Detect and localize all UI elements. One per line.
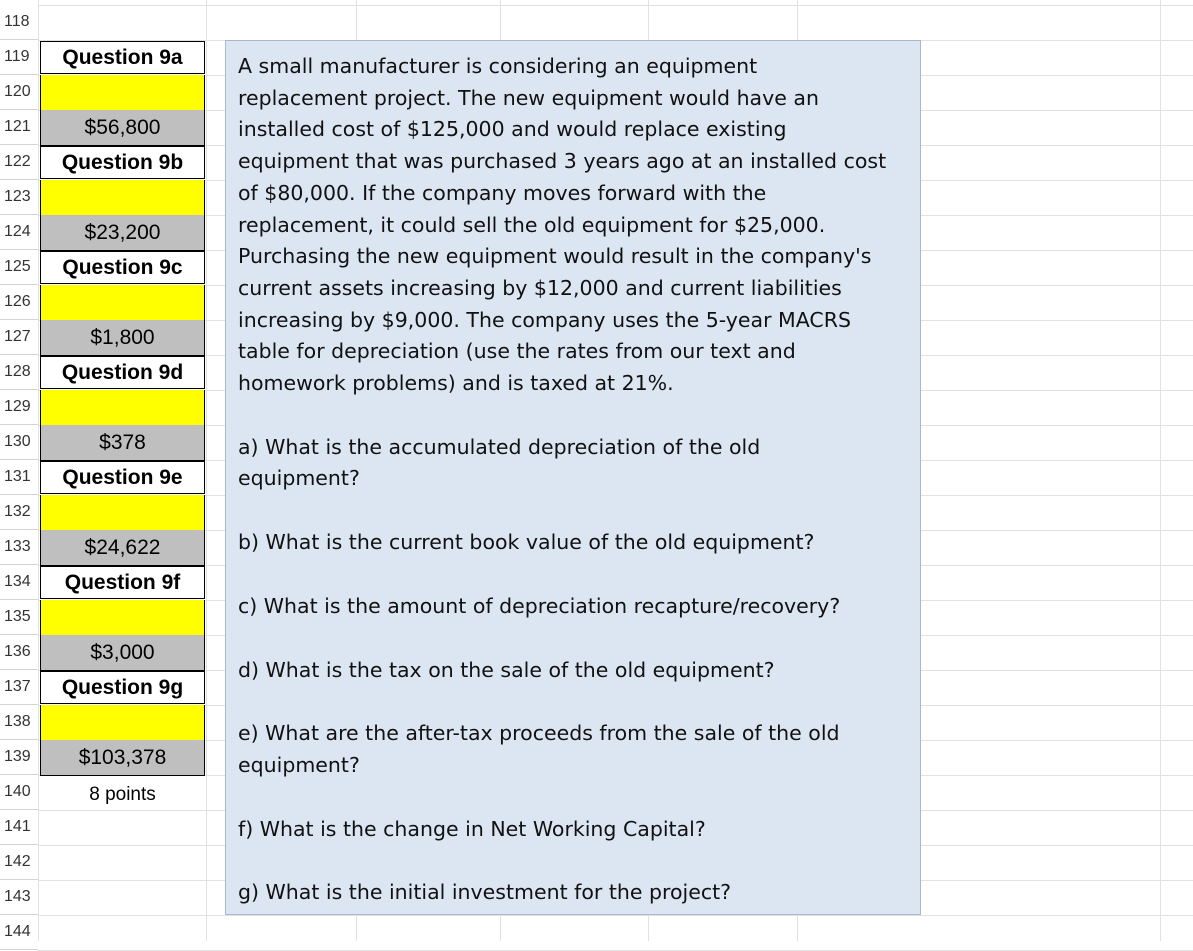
row-header[interactable]: 132 (0, 495, 38, 530)
question-label-cell[interactable]: Question 9d (40, 356, 205, 389)
answer-input-cell[interactable] (40, 180, 205, 215)
question-label-cell[interactable]: Question 9g (40, 671, 205, 704)
answer-value-cell[interactable]: $3,000 (40, 635, 205, 671)
problem-text-box[interactable] (225, 40, 921, 915)
row-header[interactable]: 133 (0, 530, 38, 565)
answer-value-cell[interactable]: $378 (40, 425, 205, 461)
row-header[interactable]: 119 (0, 40, 38, 75)
row-line (38, 5, 1193, 6)
answer-input-cell[interactable] (40, 600, 205, 635)
row-header[interactable]: 126 (0, 285, 38, 320)
row-header[interactable]: 121 (0, 110, 38, 145)
row-header[interactable]: 118 (0, 5, 38, 40)
question-g-text: g) What is the initial investment for the project? (238, 880, 732, 905)
answer-value-cell[interactable]: $1,800 (40, 320, 205, 356)
row-line (38, 915, 1193, 916)
question-e-text: e) What are the after-tax proceeds from the sale of the old equipment? (238, 721, 840, 777)
row-header[interactable]: 136 (0, 635, 38, 670)
row-header[interactable]: 123 (0, 180, 38, 215)
answer-value-cell[interactable]: $56,800 (40, 110, 205, 146)
answer-value-cell[interactable]: $23,200 (40, 215, 205, 251)
row-header[interactable]: 131 (0, 460, 38, 495)
row-header[interactable]: 122 (0, 145, 38, 180)
question-label-cell[interactable]: Question 9b (40, 146, 205, 179)
points-cell[interactable]: 8 points (89, 783, 156, 805)
row-header[interactable]: 139 (0, 740, 38, 775)
row-header[interactable]: 140 (0, 775, 38, 810)
row-header[interactable]: 120 (0, 75, 38, 110)
row-header[interactable]: 128 (0, 355, 38, 390)
question-d-text: d) What is the tax on the sale of the old equipment? (238, 657, 775, 682)
row-header[interactable]: 130 (0, 425, 38, 460)
row-header[interactable]: 127 (0, 320, 38, 355)
question-label-cell[interactable]: Question 9a (40, 41, 205, 74)
row-header[interactable]: 135 (0, 600, 38, 635)
answer-input-cell[interactable] (40, 285, 205, 320)
answer-input-cell[interactable] (40, 75, 205, 110)
question-label-cell[interactable]: Question 9c (40, 251, 205, 284)
row-header[interactable]: 134 (0, 565, 38, 600)
row-header[interactable]: 124 (0, 215, 38, 250)
answer-value-cell[interactable]: $103,378 (40, 740, 205, 776)
question-label-cell[interactable]: Question 9e (40, 461, 205, 494)
answer-input-cell[interactable] (40, 705, 205, 740)
answer-input-cell[interactable] (40, 495, 205, 530)
question-a-text: a) What is the accumulated depreciation of the old equipment? (238, 434, 761, 491)
question-label-cell[interactable]: Question 9f (40, 566, 205, 599)
row-header[interactable]: 142 (0, 845, 38, 880)
row-header[interactable]: 144 (0, 915, 38, 950)
col-line (1160, 0, 1161, 941)
row-header[interactable]: 138 (0, 705, 38, 740)
answer-input-cell[interactable] (40, 390, 205, 425)
col-line (38, 0, 39, 941)
problem-statement: A small manufacturer is considering an equipment replacement project. The new equipment would have an installed cost of $125,000 and would replace existing equipment that was purchased 3 years ago at an installed cost of $80,000. If the company moves forward with the replacement, it could sell the old equipment for $25,000. Purchasing the new equipment would result in the company's current assets increasing by $12,000 and current liabilities increasing by $9,000. The company uses the 5-year MACRS table for depreciation (use the rates from our text and homework problems) and is taxed at 21%. (238, 54, 887, 396)
question-b-text: b) What is the current book value of the old equipment? (238, 530, 815, 555)
row-header[interactable]: 137 (0, 670, 38, 705)
row-header[interactable]: 143 (0, 880, 38, 915)
question-c-text: c) What is the amount of depreciation recapture/recovery? (238, 593, 841, 618)
col-line (206, 0, 207, 941)
question-f-text: f) What is the change in Net Working Capital? (238, 816, 706, 841)
answer-value-cell[interactable]: $24,622 (40, 530, 205, 566)
row-header[interactable]: 141 (0, 810, 38, 845)
row-header[interactable]: 125 (0, 250, 38, 285)
row-header[interactable]: 129 (0, 390, 38, 425)
